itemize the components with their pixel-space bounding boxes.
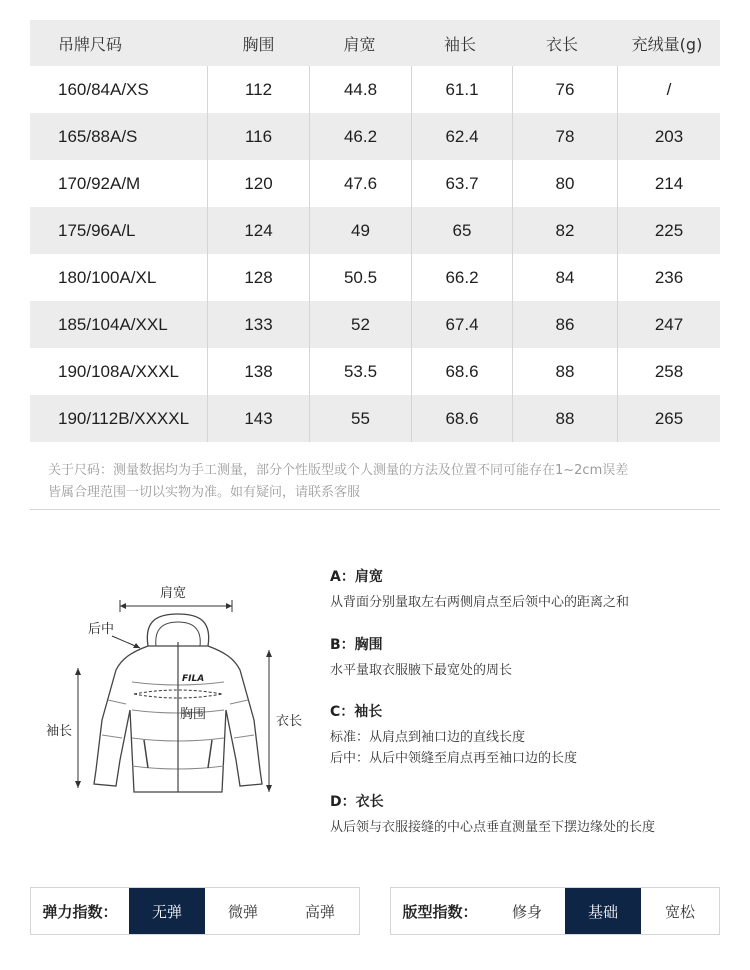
cell-length: 88 bbox=[513, 348, 618, 395]
desc-line: 从背面分别量取左右两侧肩点至后领中心的距离之和 bbox=[330, 595, 630, 610]
table-row bbox=[30, 301, 720, 348]
desc-line: 后中：从后中领缝至肩点再至袖口边的长度 bbox=[330, 751, 578, 766]
fit-option-loose: 宽松 bbox=[664, 902, 695, 921]
cell-length: 80 bbox=[513, 160, 618, 207]
header-down-fill: 充绒量(g) bbox=[631, 34, 703, 54]
cell-length: 84 bbox=[513, 254, 618, 301]
cell-down-fill: 265 bbox=[654, 408, 684, 428]
cell-down-fill: 214 bbox=[654, 173, 684, 193]
cell-shoulder: 46.2 bbox=[310, 113, 412, 160]
cell-shoulder: 52 bbox=[310, 301, 412, 348]
note-line: 关于尺码：测量数据均为手工测量，部分个性版型或个人测量的方法及位置不同可能存在1~2cm误差 bbox=[48, 463, 629, 478]
cell-tag-size: 160/84A/XS bbox=[30, 66, 208, 113]
table-row bbox=[30, 254, 720, 301]
shoulder-label: 肩宽 bbox=[160, 586, 187, 601]
divider bbox=[30, 509, 720, 510]
desc-shoulder bbox=[330, 566, 730, 613]
elasticity-index bbox=[30, 887, 360, 935]
cell-shoulder: 53.5 bbox=[310, 348, 412, 395]
jacket-illustration bbox=[40, 570, 330, 810]
fit-label: 版型指数： bbox=[402, 902, 478, 921]
cell-down-fill: 236 bbox=[654, 267, 684, 287]
table-row bbox=[30, 113, 720, 160]
cell-sleeve: 68.6 bbox=[412, 348, 513, 395]
cell-chest: 112 bbox=[208, 66, 310, 113]
cell-tag-size: 170/92A/M bbox=[30, 160, 208, 207]
cell-down-fill: 258 bbox=[654, 361, 684, 381]
desc-title: C：袖长 bbox=[330, 704, 383, 720]
chest-label: 胸围 bbox=[180, 707, 207, 722]
size-table bbox=[30, 20, 720, 442]
table-row bbox=[30, 348, 720, 395]
cell-shoulder: 50.5 bbox=[310, 254, 412, 301]
fit-option-regular: 基础 bbox=[565, 888, 641, 934]
cell-sleeve: 65 bbox=[412, 207, 513, 254]
fila-logo: FILA bbox=[182, 674, 205, 684]
cell-shoulder: 55 bbox=[310, 395, 412, 442]
cell-shoulder: 44.8 bbox=[310, 66, 412, 113]
header-chest: 胸围 bbox=[242, 34, 275, 54]
elasticity-label: 弹力指数： bbox=[42, 902, 118, 921]
cell-length: 88 bbox=[513, 395, 618, 442]
elasticity-option-slight: 微弹 bbox=[227, 902, 258, 921]
cell-sleeve: 68.6 bbox=[412, 395, 513, 442]
cell-sleeve: 62.4 bbox=[412, 113, 513, 160]
cell-down-fill: / bbox=[666, 79, 672, 99]
cell-tag-size: 190/108A/XXXL bbox=[30, 348, 208, 395]
header-tag-size: 吊牌尺码 bbox=[58, 34, 123, 54]
cell-sleeve: 63.7 bbox=[412, 160, 513, 207]
cell-chest: 133 bbox=[208, 301, 310, 348]
desc-chest bbox=[330, 634, 730, 681]
length-label: 衣长 bbox=[276, 714, 303, 729]
cell-chest: 124 bbox=[208, 207, 310, 254]
cell-chest: 120 bbox=[208, 160, 310, 207]
jacket-diagram bbox=[40, 570, 330, 810]
cell-chest: 116 bbox=[208, 113, 310, 160]
desc-line: 水平量取衣服腋下最宽处的周长 bbox=[330, 663, 513, 678]
cell-length: 86 bbox=[513, 301, 618, 348]
table-row bbox=[30, 66, 720, 113]
desc-line: 标准：从肩点到袖口边的直线长度 bbox=[330, 730, 526, 745]
cell-length: 76 bbox=[513, 66, 618, 113]
desc-sleeve bbox=[330, 701, 730, 769]
cell-sleeve: 67.4 bbox=[412, 301, 513, 348]
cell-shoulder: 47.6 bbox=[310, 160, 412, 207]
cell-length: 82 bbox=[513, 207, 618, 254]
elasticity-option-high: 高弹 bbox=[304, 902, 335, 921]
table-row bbox=[30, 207, 720, 254]
desc-title: B：胸围 bbox=[330, 637, 383, 653]
cell-sleeve: 66.2 bbox=[412, 254, 513, 301]
fit-index bbox=[390, 887, 720, 935]
header-sleeve: 袖长 bbox=[443, 34, 476, 54]
cell-tag-size: 175/96A/L bbox=[30, 207, 208, 254]
cell-chest: 143 bbox=[208, 395, 310, 442]
measurement-note bbox=[48, 460, 728, 504]
sleeve-label: 袖长 bbox=[46, 724, 73, 739]
cell-tag-size: 165/88A/S bbox=[30, 113, 208, 160]
cell-tag-size: 185/104A/XXL bbox=[30, 301, 208, 348]
desc-title: A：肩宽 bbox=[330, 569, 383, 585]
cell-chest: 138 bbox=[208, 348, 310, 395]
cell-down-fill: 203 bbox=[654, 126, 684, 146]
table-header-row bbox=[30, 20, 720, 66]
cell-sleeve: 61.1 bbox=[412, 66, 513, 113]
fit-option-slim: 修身 bbox=[511, 902, 542, 921]
cell-chest: 128 bbox=[208, 254, 310, 301]
header-length: 衣长 bbox=[545, 34, 578, 54]
table-row bbox=[30, 160, 720, 207]
cell-down-fill: 225 bbox=[654, 220, 684, 240]
cell-tag-size: 180/100A/XL bbox=[30, 254, 208, 301]
desc-length bbox=[330, 791, 730, 838]
cell-tag-size: 190/112B/XXXXL bbox=[30, 395, 208, 442]
back-center-label: 后中 bbox=[88, 622, 115, 637]
desc-line: 从后领与衣服接缝的中心点垂直测量至下摆边缘处的长度 bbox=[330, 820, 656, 835]
header-shoulder: 肩宽 bbox=[343, 34, 376, 54]
elasticity-option-none: 无弹 bbox=[129, 888, 205, 934]
cell-shoulder: 49 bbox=[310, 207, 412, 254]
cell-down-fill: 247 bbox=[654, 314, 684, 334]
table-row bbox=[30, 395, 720, 442]
cell-length: 78 bbox=[513, 113, 618, 160]
desc-title: D：衣长 bbox=[330, 794, 384, 810]
note-line: 皆属合理范围一切以实物为准。如有疑问，请联系客服 bbox=[48, 485, 361, 500]
